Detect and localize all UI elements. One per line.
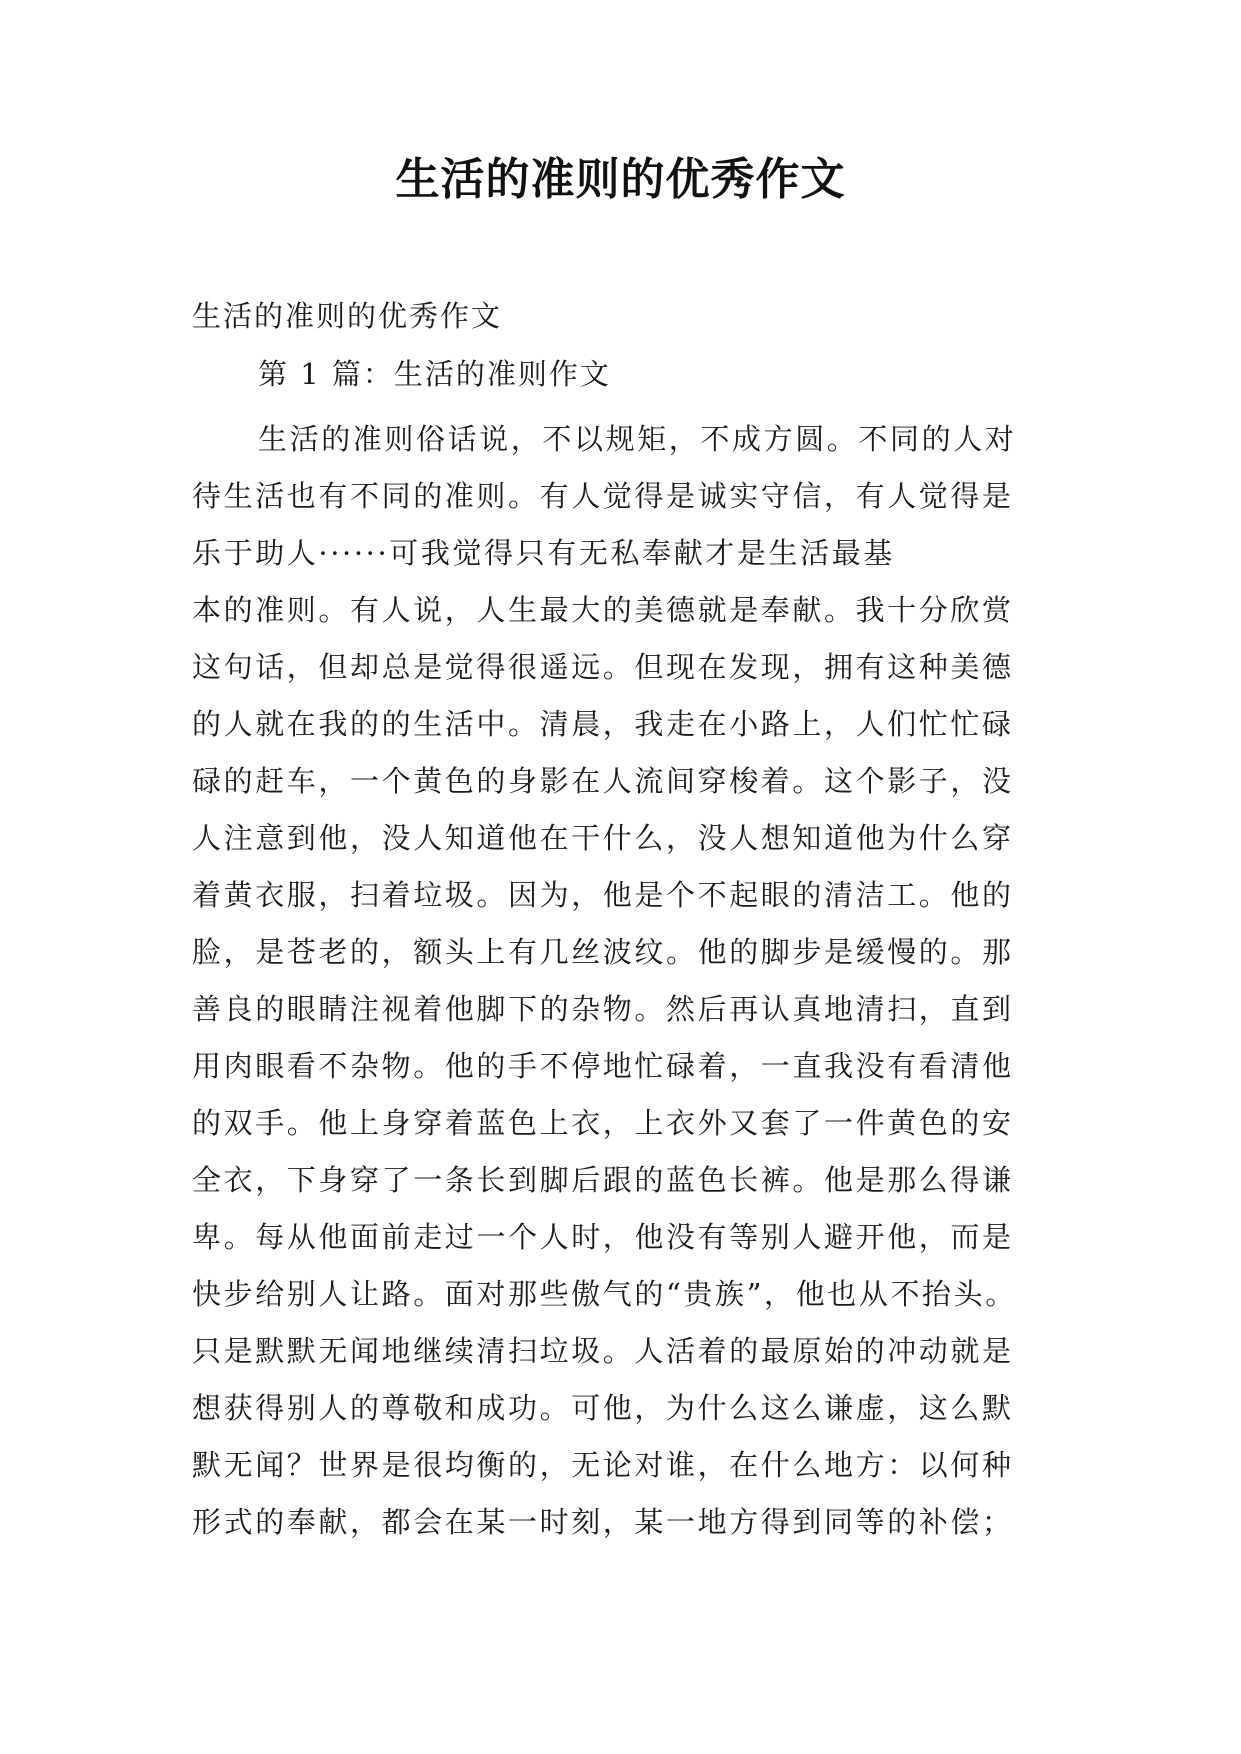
paragraph-line: 待生活也有不同的准则。有人觉得是诚实守信，有人觉得是 (192, 479, 1014, 513)
paragraph-line: 默无闻？世界是很均衡的，无论对谁，在什么地方：以何种 (192, 1448, 1014, 1482)
paragraph-line: 只是默默无闻地继续清扫垃圾。人活着的最原始的冲动就是 (192, 1334, 1014, 1368)
paragraph-line: 的双手。他上身穿着蓝色上衣，上衣外又套了一件黄色的安 (192, 1106, 1014, 1140)
paragraph-line: 善良的眼睛注视着他脚下的杂物。然后再认真地清扫，直到 (192, 992, 1014, 1026)
paragraph-line: 形式的奉献，都会在某一时刻，某一地方得到同等的补偿； (192, 1505, 1014, 1539)
paragraph-line: 全衣，下身穿了一条长到脚后跟的蓝色长裤。他是那么得谦 (192, 1163, 1014, 1197)
body-paragraph (192, 411, 1058, 1551)
paragraph-line: 这句话，但却总是觉得很遥远。但现在发现，拥有这种美德 (192, 650, 1014, 684)
chapter-heading: 第 1 篇：生活的准则作文 (258, 357, 611, 391)
paragraph-line: 乐于助人······可我觉得只有无私奉献才是生活最基 (192, 536, 895, 570)
paragraph-line: 用肉眼看不杂物。他的手不停地忙碌着，一直我没有看清他 (192, 1049, 1014, 1083)
paragraph-line: 快步给别人让路。面对那些傲气的“贵族”，他也从不抬头。 (192, 1277, 1017, 1311)
paragraph-line: 本的准则。有人说，人生最大的美德就是奉献。我十分欣赏 (192, 593, 1014, 627)
paragraph-line: 脸，是苍老的，额头上有几丝波纹。他的脚步是缓慢的。那 (192, 935, 1014, 969)
document-subtitle: 生活的准则的优秀作文 (192, 299, 503, 333)
paragraph-line: 人注意到他，没人知道他在干什么，没人想知道他为什么穿 (192, 821, 1014, 855)
document-title: 生活的准则的优秀作文 (395, 154, 846, 205)
paragraph-line: 想获得别人的尊敬和成功。可他，为什么这么谦虚，这么默 (192, 1391, 1014, 1425)
paragraph-line: 卑。每从他面前走过一个人时，他没有等别人避开他，而是 (192, 1220, 1014, 1254)
paragraph-line: 生活的准则俗话说，不以规矩，不成方圆。不同的人对 (258, 422, 1017, 456)
paragraph-line: 的人就在我的的生活中。清晨，我走在小路上，人们忙忙碌 (192, 707, 1014, 741)
paragraph-line: 着黄衣服，扫着垃圾。因为，他是个不起眼的清洁工。他的 (192, 878, 1014, 912)
paragraph-line: 碌的赶车，一个黄色的身影在人流间穿梭着。这个影子，没 (192, 764, 1014, 798)
